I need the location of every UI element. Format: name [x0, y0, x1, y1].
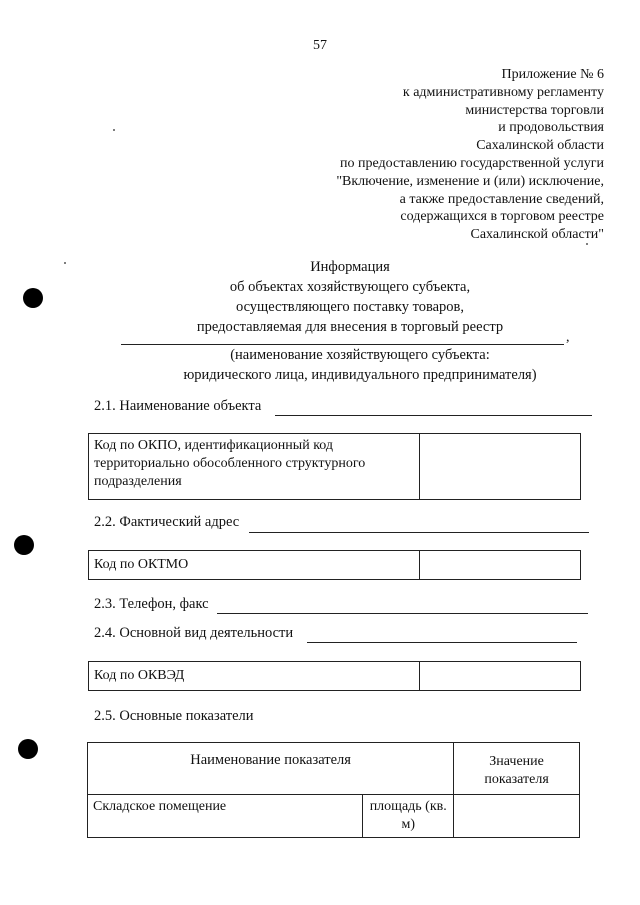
object-name-line[interactable] — [275, 415, 592, 416]
okved-table — [88, 661, 581, 691]
caption-line: (наименование хозяйствующего субъекта: — [230, 347, 490, 363]
appendix-line: по предоставлению государственной услуги — [340, 155, 604, 171]
header-indicator-name: Наименование показателя — [88, 743, 454, 795]
indicators-table — [87, 742, 580, 838]
punch-hole-mark — [23, 288, 43, 308]
oktmo-label: Код по ОКТМО — [89, 551, 420, 580]
subject-caption — [140, 345, 580, 385]
row-warehouse-unit: площадь (кв. м) — [363, 795, 454, 838]
punch-hole-mark — [18, 739, 38, 759]
okved-value-cell[interactable] — [420, 662, 581, 691]
appendix-line: министерства торговли — [465, 102, 604, 118]
section-2-3-label: 2.3. Телефон, факс — [94, 596, 209, 612]
phone-fax-line[interactable] — [217, 613, 588, 614]
appendix-line: Сахалинской области" — [470, 227, 604, 243]
section-2-1-label: 2.1. Наименование объекта — [94, 398, 262, 414]
appendix-line: Сахалинской области — [476, 138, 604, 154]
appendix-line: содержащихся в торговом реестре — [400, 209, 604, 225]
scan-speck — [586, 243, 588, 245]
caption-line: юридического лица, индивидуального предпринимателя) — [183, 367, 537, 383]
okved-label: Код по ОКВЭД — [89, 662, 420, 691]
form-title — [60, 257, 640, 337]
row-warehouse-name: Складское помещение — [88, 795, 363, 838]
appendix-line: "Включение, изменение и (или) исключение, — [336, 173, 604, 189]
title-line: осуществляющего поставку товаров, — [235, 299, 465, 315]
section-2-5-label: 2.5. Основные показатели — [94, 708, 254, 724]
title-line: предоставляемая для внесения в торговый реестр — [196, 319, 504, 335]
row-warehouse-value[interactable] — [454, 795, 580, 838]
section-2-4-label: 2.4. Основной вид деятельности — [94, 625, 294, 641]
okpo-label: Код по ОКПО, идентификационный код территориально обособленного структурного подразделения — [89, 434, 420, 500]
header-indicator-value: Значение показателя — [454, 743, 580, 795]
scan-speck — [64, 262, 66, 264]
appendix-line: Приложение № 6 — [501, 67, 604, 82]
main-activity-line[interactable] — [307, 642, 577, 643]
appendix-line: и продовольствия — [498, 120, 604, 136]
title-line: Информация — [310, 259, 390, 275]
appendix-line: а также предоставление сведений, — [399, 191, 604, 207]
title-line: об объектах хозяйствующего субъекта, — [229, 279, 471, 295]
section-2-2-label: 2.2. Фактический адрес — [94, 514, 240, 530]
appendix-header — [336, 66, 604, 244]
oktmo-value-cell[interactable] — [420, 551, 581, 580]
address-line[interactable] — [249, 532, 589, 533]
subject-comma: , — [566, 330, 570, 345]
okpo-table — [88, 433, 581, 500]
page-number: 57 — [313, 38, 327, 53]
punch-hole-mark — [14, 535, 34, 555]
okpo-value-cell[interactable] — [420, 434, 581, 500]
appendix-line: к административному регламенту — [402, 84, 604, 100]
scan-speck — [113, 129, 115, 131]
oktmo-table — [88, 550, 581, 580]
